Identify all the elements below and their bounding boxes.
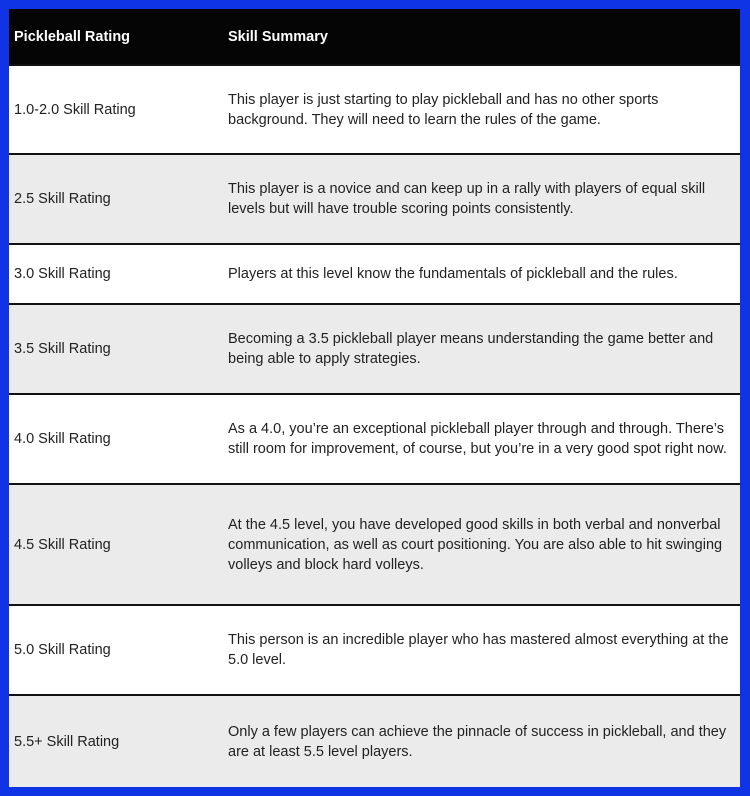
table-row (9, 155, 740, 245)
rating-cell: 3.0 Skill Rating (14, 266, 111, 282)
table-row (9, 66, 740, 155)
summary-cell: Becoming a 3.5 pickleball player means understanding the game better and being able to apply strategies. (228, 331, 714, 367)
table-row (9, 395, 740, 485)
rating-cell: 4.0 Skill Rating (14, 431, 111, 447)
summary-cell: At the 4.5 level, you have developed good skills in both verbal and nonverbal communication, as well as court positioning. You are also able to hit swinging volleys and block hard volleys. (228, 516, 723, 573)
summary-cell: Players at this level know the fundamentals of pickleball and the rules. (228, 266, 678, 282)
table-row (9, 606, 740, 696)
table-row (9, 696, 740, 787)
skill-rating-table (9, 9, 740, 787)
rating-cell: 4.5 Skill Rating (14, 536, 111, 553)
table-header-row (9, 9, 740, 66)
summary-cell: This player is a novice and can keep up in a rally with players of equal skill levels but will have trouble scoring points consistently. (228, 181, 706, 217)
rating-cell: 5.5+ Skill Rating (14, 733, 120, 750)
rating-cell: 2.5 Skill Rating (14, 191, 111, 207)
rating-cell: 1.0-2.0 Skill Rating (14, 101, 136, 118)
table-row (9, 245, 740, 305)
rating-cell: 5.0 Skill Rating (14, 642, 111, 658)
summary-cell: Only a few players can achieve the pinnacle of success in pickleball, and they are at least 5.5 level players. (228, 723, 727, 760)
summary-cell: As a 4.0, you’re an exceptional pickleball player through and through. There’s still room for improvement, of course, but you’re in a very good spot right now. (228, 421, 727, 457)
header-skill-summary: Skill Summary (228, 28, 328, 45)
table-row (9, 485, 740, 606)
rating-cell: 3.5 Skill Rating (14, 341, 111, 357)
summary-cell: This player is just starting to play pickleball and has no other sports background. They will need to learn the rules of the game. (228, 91, 659, 128)
header-pickleball-rating: Pickleball Rating (14, 28, 131, 45)
summary-cell: This person is an incredible player who has mastered almost everything at the 5.0 level. (228, 632, 729, 668)
table-row (9, 305, 740, 395)
